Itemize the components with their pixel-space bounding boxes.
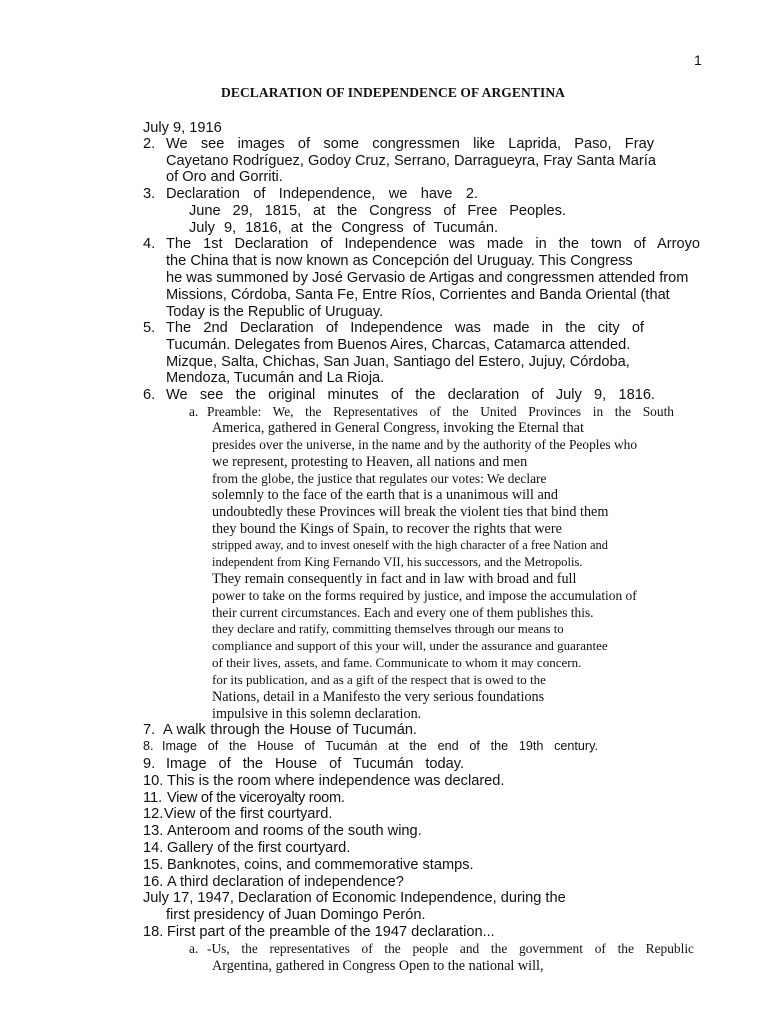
- text-line: Cayetano Rodríguez, Godoy Cruz, Serrano, Darragueyra, Fray Santa María: [166, 153, 656, 169]
- text-line: Mendoza, Tucumán and La Rioja.: [166, 370, 385, 386]
- text-line: independent from King Fernando VII, his successors, and the Metropolis.: [212, 555, 583, 569]
- list-marker: 14.: [143, 840, 164, 856]
- text-line: We see images of some congressmen like Laprida, Paso, Fray: [166, 136, 654, 152]
- text-line: Mizque, Salta, Chichas, San Juan, Santiago del Estero, Jujuy, Córdoba,: [166, 354, 630, 370]
- text-line: Argentina, gathered in Congress Open to the national will,: [212, 958, 544, 974]
- text-line: presides over the universe, in the name and by the authority of the Peoples who: [212, 437, 638, 452]
- text-line: We see the original minutes of the declaration of July 9, 1816.: [166, 387, 655, 403]
- text-line: of Oro and Gorriti.: [166, 169, 283, 185]
- list-marker: 10.: [143, 773, 164, 789]
- text-line: Today is the Republic of Uruguay.: [166, 304, 384, 320]
- text-line: July 17, 1947, Declaration of Economic Independence, during the: [143, 890, 566, 906]
- text-line: Banknotes, coins, and commemorative stamps.: [167, 857, 474, 873]
- document-title: DECLARATION OF INDEPENDENCE OF ARGENTINA: [220, 85, 566, 100]
- text-line: he was summoned by José Gervasio de Artigas and congressmen attended from: [166, 270, 689, 286]
- text-line: Image of the House of Tucumán at the end of the 19th century.: [162, 739, 598, 753]
- text-line: first presidency of Juan Domingo Perón.: [166, 907, 426, 923]
- text-line: from the globe, the justice that regulates our votes: We declare: [212, 471, 547, 486]
- text-line: They remain consequently in fact and in law with broad and full: [212, 571, 577, 587]
- list-marker: 8.: [143, 739, 154, 753]
- text-line: -Us, the representatives of the people and the government of the Republic: [207, 941, 694, 956]
- text-line: compliance and support of this your will, under the assurance and guarantee: [212, 638, 608, 653]
- text-line: Nations, detail in a Manifesto the very serious foundations: [212, 689, 545, 705]
- text-line: for its publication, and as a gift of the respect that is owed to the: [212, 672, 546, 687]
- text-line: impulsive in this solemn declaration.: [212, 706, 422, 722]
- text-line: solemnly to the face of the earth that is a unanimous will and: [212, 487, 558, 503]
- text-line: we represent, protesting to Heaven, all nations and men: [212, 454, 528, 470]
- list-marker: 13.: [143, 823, 164, 839]
- list-marker: 15.: [143, 857, 164, 873]
- text-line: power to take on the forms required by justice, and impose the accumulation of: [212, 588, 637, 603]
- text-line: stripped away, and to invest oneself with the high character of a free Nation and: [212, 538, 608, 552]
- text-line: they bound the Kings of Spain, to recover the rights that were: [212, 521, 562, 537]
- text-line: Anteroom and rooms of the south wing.: [167, 823, 422, 839]
- text-line: A third declaration of independence?: [167, 874, 404, 890]
- text-line: First part of the preamble of the 1947 declaration...: [167, 924, 495, 940]
- text-line: July 9, 1816, at the Congress of Tucumán.: [189, 220, 498, 236]
- text-line: the China that is now known as Concepción del Uruguay. This Congress: [166, 253, 633, 269]
- text-line: Gallery of the first courtyard.: [167, 840, 351, 856]
- list-marker: 16.: [143, 874, 164, 890]
- text-line: June 29, 1815, at the Congress of Free Peoples.: [189, 203, 566, 219]
- text-line: their current circumstances. Each and every one of them publishes this.: [212, 605, 594, 620]
- text-line: View of the viceroyalty room.: [167, 790, 345, 806]
- text-line: of their lives, assets, and fame. Communicate to whom it may concern.: [212, 655, 582, 670]
- list-marker: a.: [189, 941, 199, 956]
- list-marker: 2.: [143, 136, 156, 152]
- list-marker: 4.: [143, 236, 156, 252]
- text-line: they declare and ratify, committing themselves through our means to: [212, 622, 564, 636]
- text-line: Image of the House of Tucumán today.: [166, 756, 464, 772]
- text-line: America, gathered in General Congress, invoking the Eternal that: [212, 420, 584, 436]
- text-line: A walk through the House of Tucumán.: [163, 722, 417, 738]
- text-line: July 9, 1916: [143, 120, 222, 136]
- page-number: 1: [694, 52, 702, 68]
- list-marker: 9.: [143, 756, 156, 772]
- list-marker: 11.: [143, 790, 163, 806]
- text-line: This is the room where independence was declared.: [167, 773, 505, 789]
- text-line: Tucumán. Delegates from Buenos Aires, Charcas, Catamarca attended.: [166, 337, 631, 353]
- list-marker: 3.: [143, 186, 156, 202]
- list-marker: 6.: [143, 387, 156, 403]
- text-line: undoubtedly these Provinces will break the violent ties that bind them: [212, 504, 609, 520]
- list-marker: a.: [189, 404, 199, 419]
- text-line: Preamble: We, the Representatives of the United Provinces in the South: [207, 404, 674, 419]
- text-line: The 1st Declaration of Independence was made in the town of Arroyo: [166, 236, 700, 252]
- list-marker: 5.: [143, 320, 156, 336]
- text-line: View of the first courtyard.: [164, 806, 333, 822]
- text-line: The 2nd Declaration of Independence was made in the city of: [166, 320, 644, 336]
- text-line: Declaration of Independence, we have 2.: [166, 186, 478, 202]
- list-marker: 18.: [143, 924, 164, 940]
- text-line: Missions, Córdoba, Santa Fe, Entre Ríos, Corrientes and Banda Oriental (that: [166, 287, 670, 303]
- list-marker: 7.: [143, 722, 156, 738]
- list-marker: 12.: [143, 806, 164, 822]
